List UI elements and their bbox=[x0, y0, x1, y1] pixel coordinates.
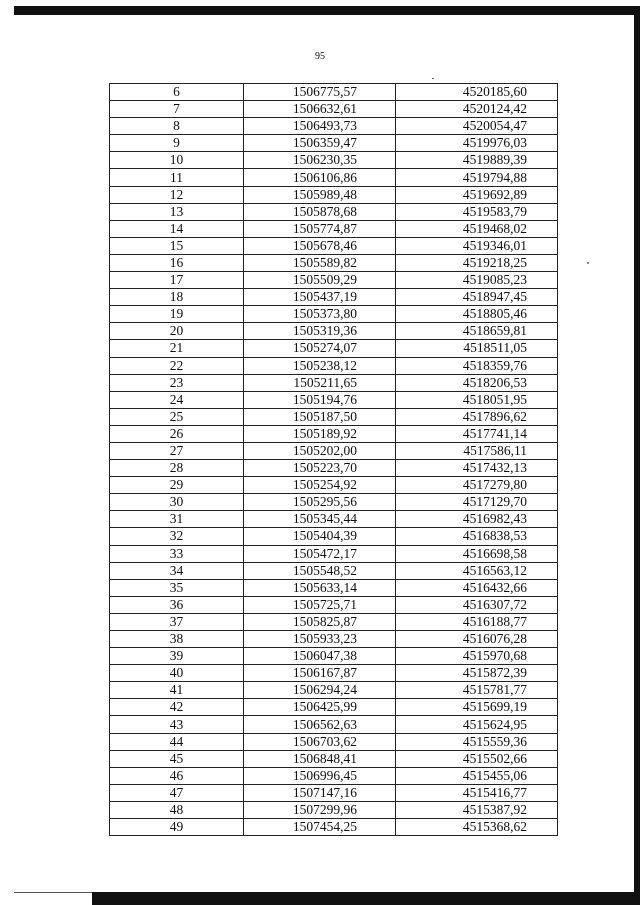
point-number-cell: 42 bbox=[110, 699, 244, 716]
x-coordinate-cell: 1506493,73 bbox=[244, 118, 396, 135]
x-coordinate-cell: 1506425,99 bbox=[244, 699, 396, 716]
x-coordinate-cell: 1506703,62 bbox=[244, 733, 396, 750]
table-row bbox=[110, 511, 558, 528]
x-coordinate-cell: 1505194,76 bbox=[244, 391, 396, 408]
scan-border-right bbox=[634, 6, 640, 905]
point-number-cell: 10 bbox=[110, 152, 244, 169]
point-number-cell: 37 bbox=[110, 613, 244, 630]
point-number-cell: 32 bbox=[110, 528, 244, 545]
y-coordinate-cell: 4520185,60 bbox=[396, 84, 558, 101]
y-coordinate-cell: 4517129,70 bbox=[396, 494, 558, 511]
point-number-cell: 27 bbox=[110, 442, 244, 459]
y-coordinate-cell: 4517432,13 bbox=[396, 460, 558, 477]
x-coordinate-cell: 1505509,29 bbox=[244, 272, 396, 289]
y-coordinate-cell: 4515416,77 bbox=[396, 784, 558, 801]
x-coordinate-cell: 1507299,96 bbox=[244, 801, 396, 818]
table-row bbox=[110, 819, 558, 836]
table-row bbox=[110, 289, 558, 306]
table-row bbox=[110, 391, 558, 408]
table-row bbox=[110, 528, 558, 545]
y-coordinate-cell: 4517279,80 bbox=[396, 477, 558, 494]
x-coordinate-cell: 1505373,80 bbox=[244, 306, 396, 323]
table-row bbox=[110, 750, 558, 767]
table-row bbox=[110, 323, 558, 340]
table-row bbox=[110, 374, 558, 391]
point-number-cell: 17 bbox=[110, 272, 244, 289]
y-coordinate-cell: 4519794,88 bbox=[396, 169, 558, 186]
point-number-cell: 20 bbox=[110, 323, 244, 340]
y-coordinate-cell: 4516698,58 bbox=[396, 545, 558, 562]
table-row bbox=[110, 631, 558, 648]
x-coordinate-cell: 1505295,56 bbox=[244, 494, 396, 511]
y-coordinate-cell: 4516982,43 bbox=[396, 511, 558, 528]
x-coordinate-cell: 1506996,45 bbox=[244, 767, 396, 784]
table-row bbox=[110, 340, 558, 357]
point-number-cell: 28 bbox=[110, 460, 244, 477]
scan-speck bbox=[432, 78, 434, 79]
x-coordinate-cell: 1505878,68 bbox=[244, 203, 396, 220]
y-coordinate-cell: 4516307,72 bbox=[396, 596, 558, 613]
y-coordinate-cell: 4519346,01 bbox=[396, 237, 558, 254]
table-row bbox=[110, 254, 558, 271]
point-number-cell: 40 bbox=[110, 665, 244, 682]
point-number-cell: 36 bbox=[110, 596, 244, 613]
point-number-cell: 49 bbox=[110, 819, 244, 836]
table-row bbox=[110, 665, 558, 682]
table-row bbox=[110, 237, 558, 254]
y-coordinate-cell: 4515502,66 bbox=[396, 750, 558, 767]
y-coordinate-cell: 4515368,62 bbox=[396, 819, 558, 836]
y-coordinate-cell: 4515624,95 bbox=[396, 716, 558, 733]
x-coordinate-cell: 1506775,57 bbox=[244, 84, 396, 101]
y-coordinate-cell: 4515559,36 bbox=[396, 733, 558, 750]
x-coordinate-cell: 1505223,70 bbox=[244, 460, 396, 477]
coordinates-table-body bbox=[110, 84, 558, 836]
y-coordinate-cell: 4520124,42 bbox=[396, 101, 558, 118]
x-coordinate-cell: 1505633,14 bbox=[244, 579, 396, 596]
x-coordinate-cell: 1505345,44 bbox=[244, 511, 396, 528]
y-coordinate-cell: 4519889,39 bbox=[396, 152, 558, 169]
x-coordinate-cell: 1505274,07 bbox=[244, 340, 396, 357]
y-coordinate-cell: 4518659,81 bbox=[396, 323, 558, 340]
point-number-cell: 7 bbox=[110, 101, 244, 118]
y-coordinate-cell: 4518805,46 bbox=[396, 306, 558, 323]
y-coordinate-cell: 4518206,53 bbox=[396, 374, 558, 391]
y-coordinate-cell: 4516432,66 bbox=[396, 579, 558, 596]
point-number-cell: 33 bbox=[110, 545, 244, 562]
point-number-cell: 15 bbox=[110, 237, 244, 254]
x-coordinate-cell: 1507454,25 bbox=[244, 819, 396, 836]
table-row bbox=[110, 272, 558, 289]
y-coordinate-cell: 4515781,77 bbox=[396, 682, 558, 699]
point-number-cell: 16 bbox=[110, 254, 244, 271]
table-row bbox=[110, 596, 558, 613]
x-coordinate-cell: 1506359,47 bbox=[244, 135, 396, 152]
point-number-cell: 48 bbox=[110, 801, 244, 818]
y-coordinate-cell: 4518051,95 bbox=[396, 391, 558, 408]
y-coordinate-cell: 4515387,92 bbox=[396, 801, 558, 818]
y-coordinate-cell: 4518947,45 bbox=[396, 289, 558, 306]
table-row bbox=[110, 203, 558, 220]
y-coordinate-cell: 4517586,11 bbox=[396, 442, 558, 459]
point-number-cell: 9 bbox=[110, 135, 244, 152]
table-row bbox=[110, 767, 558, 784]
y-coordinate-cell: 4519468,02 bbox=[396, 220, 558, 237]
x-coordinate-cell: 1505548,52 bbox=[244, 562, 396, 579]
table-row bbox=[110, 682, 558, 699]
x-coordinate-cell: 1505437,19 bbox=[244, 289, 396, 306]
page-number: 95 bbox=[315, 51, 325, 62]
x-coordinate-cell: 1506562,63 bbox=[244, 716, 396, 733]
x-coordinate-cell: 1505472,17 bbox=[244, 545, 396, 562]
y-coordinate-cell: 4516188,77 bbox=[396, 613, 558, 630]
x-coordinate-cell: 1505187,50 bbox=[244, 408, 396, 425]
scan-speck bbox=[587, 262, 589, 264]
table-row bbox=[110, 562, 558, 579]
x-coordinate-cell: 1507147,16 bbox=[244, 784, 396, 801]
x-coordinate-cell: 1505189,92 bbox=[244, 425, 396, 442]
table-row bbox=[110, 545, 558, 562]
table-row bbox=[110, 425, 558, 442]
table-row bbox=[110, 477, 558, 494]
x-coordinate-cell: 1506848,41 bbox=[244, 750, 396, 767]
table-row bbox=[110, 306, 558, 323]
point-number-cell: 23 bbox=[110, 374, 244, 391]
table-row bbox=[110, 784, 558, 801]
table-row bbox=[110, 169, 558, 186]
x-coordinate-cell: 1506167,87 bbox=[244, 665, 396, 682]
y-coordinate-cell: 4515970,68 bbox=[396, 648, 558, 665]
table-row bbox=[110, 220, 558, 237]
table-row bbox=[110, 135, 558, 152]
table-row bbox=[110, 152, 558, 169]
table-row bbox=[110, 357, 558, 374]
scan-border-top bbox=[14, 6, 640, 15]
table-row bbox=[110, 648, 558, 665]
y-coordinate-cell: 4515455,06 bbox=[396, 767, 558, 784]
x-coordinate-cell: 1505211,65 bbox=[244, 374, 396, 391]
table-row bbox=[110, 186, 558, 203]
point-number-cell: 19 bbox=[110, 306, 244, 323]
y-coordinate-cell: 4515699,19 bbox=[396, 699, 558, 716]
x-coordinate-cell: 1505589,82 bbox=[244, 254, 396, 271]
point-number-cell: 30 bbox=[110, 494, 244, 511]
point-number-cell: 31 bbox=[110, 511, 244, 528]
x-coordinate-cell: 1505825,87 bbox=[244, 613, 396, 630]
x-coordinate-cell: 1506106,86 bbox=[244, 169, 396, 186]
table-row bbox=[110, 733, 558, 750]
table-row bbox=[110, 494, 558, 511]
point-number-cell: 8 bbox=[110, 118, 244, 135]
y-coordinate-cell: 4516563,12 bbox=[396, 562, 558, 579]
point-number-cell: 39 bbox=[110, 648, 244, 665]
table-row bbox=[110, 699, 558, 716]
x-coordinate-cell: 1505319,36 bbox=[244, 323, 396, 340]
y-coordinate-cell: 4515872,39 bbox=[396, 665, 558, 682]
table-row bbox=[110, 101, 558, 118]
point-number-cell: 6 bbox=[110, 84, 244, 101]
y-coordinate-cell: 4520054,47 bbox=[396, 118, 558, 135]
table-row bbox=[110, 118, 558, 135]
scan-border-bottom bbox=[92, 892, 640, 905]
x-coordinate-cell: 1506632,61 bbox=[244, 101, 396, 118]
table-row bbox=[110, 460, 558, 477]
y-coordinate-cell: 4518511,05 bbox=[396, 340, 558, 357]
point-number-cell: 11 bbox=[110, 169, 244, 186]
x-coordinate-cell: 1506294,24 bbox=[244, 682, 396, 699]
scan-border-bottom-line bbox=[14, 892, 104, 893]
x-coordinate-cell: 1505725,71 bbox=[244, 596, 396, 613]
point-number-cell: 18 bbox=[110, 289, 244, 306]
x-coordinate-cell: 1505254,92 bbox=[244, 477, 396, 494]
x-coordinate-cell: 1505774,87 bbox=[244, 220, 396, 237]
point-number-cell: 24 bbox=[110, 391, 244, 408]
point-number-cell: 13 bbox=[110, 203, 244, 220]
table-row bbox=[110, 84, 558, 101]
x-coordinate-cell: 1505202,00 bbox=[244, 442, 396, 459]
x-coordinate-cell: 1505933,23 bbox=[244, 631, 396, 648]
coordinates-table bbox=[109, 83, 558, 836]
y-coordinate-cell: 4519218,25 bbox=[396, 254, 558, 271]
table-row bbox=[110, 716, 558, 733]
y-coordinate-cell: 4519976,03 bbox=[396, 135, 558, 152]
x-coordinate-cell: 1505404,39 bbox=[244, 528, 396, 545]
x-coordinate-cell: 1505989,48 bbox=[244, 186, 396, 203]
point-number-cell: 25 bbox=[110, 408, 244, 425]
y-coordinate-cell: 4519692,89 bbox=[396, 186, 558, 203]
point-number-cell: 29 bbox=[110, 477, 244, 494]
point-number-cell: 44 bbox=[110, 733, 244, 750]
point-number-cell: 12 bbox=[110, 186, 244, 203]
table-row bbox=[110, 579, 558, 596]
table-row bbox=[110, 801, 558, 818]
point-number-cell: 21 bbox=[110, 340, 244, 357]
point-number-cell: 43 bbox=[110, 716, 244, 733]
point-number-cell: 35 bbox=[110, 579, 244, 596]
y-coordinate-cell: 4517741,14 bbox=[396, 425, 558, 442]
y-coordinate-cell: 4519583,79 bbox=[396, 203, 558, 220]
y-coordinate-cell: 4516076,28 bbox=[396, 631, 558, 648]
point-number-cell: 47 bbox=[110, 784, 244, 801]
x-coordinate-cell: 1505238,12 bbox=[244, 357, 396, 374]
point-number-cell: 45 bbox=[110, 750, 244, 767]
point-number-cell: 14 bbox=[110, 220, 244, 237]
y-coordinate-cell: 4518359,76 bbox=[396, 357, 558, 374]
point-number-cell: 46 bbox=[110, 767, 244, 784]
point-number-cell: 22 bbox=[110, 357, 244, 374]
table-row bbox=[110, 408, 558, 425]
point-number-cell: 38 bbox=[110, 631, 244, 648]
point-number-cell: 34 bbox=[110, 562, 244, 579]
y-coordinate-cell: 4519085,23 bbox=[396, 272, 558, 289]
x-coordinate-cell: 1506230,35 bbox=[244, 152, 396, 169]
y-coordinate-cell: 4516838,53 bbox=[396, 528, 558, 545]
point-number-cell: 26 bbox=[110, 425, 244, 442]
y-coordinate-cell: 4517896,62 bbox=[396, 408, 558, 425]
x-coordinate-cell: 1506047,38 bbox=[244, 648, 396, 665]
table-row bbox=[110, 613, 558, 630]
point-number-cell: 41 bbox=[110, 682, 244, 699]
x-coordinate-cell: 1505678,46 bbox=[244, 237, 396, 254]
table-row bbox=[110, 442, 558, 459]
